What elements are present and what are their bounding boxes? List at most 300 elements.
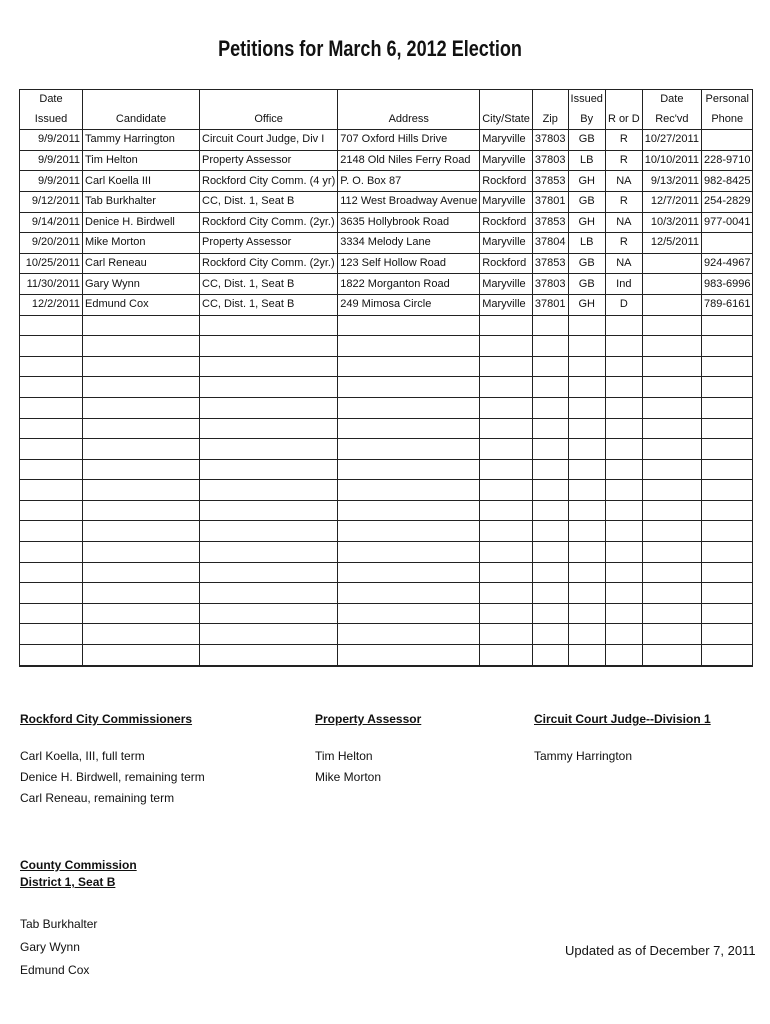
table-cell: 12/5/2011 — [642, 233, 701, 254]
table-cell: GB — [568, 191, 605, 212]
table-cell — [701, 603, 753, 624]
table-cell — [480, 439, 533, 460]
table-cell: Maryville — [480, 130, 533, 151]
table-cell — [480, 356, 533, 377]
table-cell — [642, 315, 701, 336]
table-cell — [568, 439, 605, 460]
table-cell: Maryville — [480, 274, 533, 295]
table-cell — [642, 542, 701, 563]
table-cell: 112 West Broadway Avenue — [338, 191, 480, 212]
table-cell — [20, 624, 83, 645]
table-cell: 37803 — [532, 274, 568, 295]
table-cell — [338, 521, 480, 542]
table-cell: Gary Wynn — [83, 274, 200, 295]
table-cell: Denice H. Birdwell — [83, 212, 200, 233]
table-cell — [338, 459, 480, 480]
table-row-empty — [20, 480, 753, 501]
table-cell — [20, 336, 83, 357]
table-cell — [568, 542, 605, 563]
table-cell — [338, 356, 480, 377]
judge-line: Tammy Harrington — [534, 749, 633, 763]
table-cell: Carl Reneau — [83, 253, 200, 274]
table-cell: 1822 Morganton Road — [338, 274, 480, 295]
table-cell: City/State — [480, 110, 533, 130]
table-cell: Edmund Cox — [83, 294, 200, 315]
table-row-empty — [20, 521, 753, 542]
table-cell: 37804 — [532, 233, 568, 254]
table-cell — [532, 521, 568, 542]
table-cell — [20, 603, 83, 624]
table-row-empty — [20, 377, 753, 398]
table-cell — [532, 542, 568, 563]
table-cell — [200, 542, 338, 563]
table-cell — [338, 603, 480, 624]
table-cell — [701, 336, 753, 357]
table-cell: Rockford — [480, 212, 533, 233]
table-cell — [568, 480, 605, 501]
table-cell: 37853 — [532, 212, 568, 233]
table-cell — [605, 377, 642, 398]
table-cell — [642, 480, 701, 501]
table-cell — [20, 562, 83, 583]
table-cell — [701, 233, 753, 254]
table-cell — [605, 603, 642, 624]
table-cell: GB — [568, 253, 605, 274]
table-cell — [605, 459, 642, 480]
table-cell: R — [605, 233, 642, 254]
table-cell — [605, 583, 642, 604]
table-cell — [338, 624, 480, 645]
table-row — [20, 150, 753, 171]
table-cell: GH — [568, 171, 605, 192]
table-cell — [83, 397, 200, 418]
table-cell — [532, 90, 568, 110]
table-cell — [480, 542, 533, 563]
table-cell — [83, 480, 200, 501]
table-row — [20, 233, 753, 254]
table-cell — [642, 562, 701, 583]
table-cell — [20, 500, 83, 521]
table-row-empty — [20, 500, 753, 521]
table-cell: R — [605, 191, 642, 212]
table-cell — [480, 603, 533, 624]
table-cell — [200, 377, 338, 398]
table-cell — [83, 562, 200, 583]
table-cell — [480, 645, 533, 666]
table-cell — [338, 439, 480, 460]
table-cell — [338, 480, 480, 501]
table-cell — [532, 356, 568, 377]
table-cell — [605, 562, 642, 583]
table-row-empty — [20, 583, 753, 604]
table-cell — [605, 315, 642, 336]
table-cell — [480, 521, 533, 542]
table-cell — [701, 397, 753, 418]
table-cell: NA — [605, 253, 642, 274]
table-cell — [480, 500, 533, 521]
table-cell: Rockford City Comm. (2yr.) — [200, 253, 338, 274]
table-cell: 9/20/2011 — [20, 233, 83, 254]
table-cell — [605, 521, 642, 542]
table-cell: 37853 — [532, 171, 568, 192]
table-cell — [532, 459, 568, 480]
table-cell: Tab Burkhalter — [83, 191, 200, 212]
table-cell — [642, 521, 701, 542]
table-cell — [480, 583, 533, 604]
table-row-empty — [20, 645, 753, 666]
table-cell — [701, 521, 753, 542]
table-cell — [200, 624, 338, 645]
table-header-row — [20, 90, 753, 110]
table-cell — [642, 500, 701, 521]
table-cell — [605, 439, 642, 460]
table-cell — [568, 418, 605, 439]
table-row — [20, 130, 753, 151]
table-cell — [642, 624, 701, 645]
table-cell — [83, 542, 200, 563]
table-cell — [83, 645, 200, 666]
table-cell — [83, 624, 200, 645]
table-cell — [200, 521, 338, 542]
table-cell: R — [605, 130, 642, 151]
table-cell — [642, 377, 701, 398]
table-cell: 10/27/2011 — [642, 130, 701, 151]
table-cell — [338, 583, 480, 604]
table-cell — [568, 336, 605, 357]
table-cell: 254-2829 — [701, 191, 753, 212]
table-cell — [200, 336, 338, 357]
table-cell — [701, 500, 753, 521]
table-cell — [200, 315, 338, 336]
table-cell — [532, 315, 568, 336]
table-cell — [701, 459, 753, 480]
table-cell — [20, 397, 83, 418]
table-cell — [701, 480, 753, 501]
table-row-empty — [20, 439, 753, 460]
table-cell: 9/9/2011 — [20, 130, 83, 151]
table-cell: 228-9710 — [701, 150, 753, 171]
table-cell: GH — [568, 294, 605, 315]
table-cell: 3635 Hollybrook Road — [338, 212, 480, 233]
table-cell: Issued — [568, 90, 605, 110]
table-cell: Ind — [605, 274, 642, 295]
table-cell — [200, 439, 338, 460]
table-cell: 10/10/2011 — [642, 150, 701, 171]
table-cell: R or D — [605, 110, 642, 130]
table-cell — [20, 377, 83, 398]
table-cell: 789-6161 — [701, 294, 753, 315]
table-cell: 11/30/2011 — [20, 274, 83, 295]
table-cell: Maryville — [480, 294, 533, 315]
table-cell — [338, 542, 480, 563]
table-cell: Zip — [532, 110, 568, 130]
table-cell: 9/14/2011 — [20, 212, 83, 233]
rockford-line: Carl Koella, III, full term — [20, 749, 145, 763]
table-cell — [200, 90, 338, 110]
table-cell — [642, 603, 701, 624]
table-cell — [642, 294, 701, 315]
table-cell: LB — [568, 150, 605, 171]
table-cell — [83, 377, 200, 398]
table-row — [20, 212, 753, 233]
table-row-empty — [20, 336, 753, 357]
table-cell: 37853 — [532, 253, 568, 274]
table-cell — [480, 480, 533, 501]
table-cell: CC, Dist. 1, Seat B — [200, 274, 338, 295]
table-cell — [642, 459, 701, 480]
table-cell — [605, 624, 642, 645]
table-cell: 37803 — [532, 150, 568, 171]
table-cell: Candidate — [83, 110, 200, 130]
table-row-empty — [20, 542, 753, 563]
table-cell — [532, 583, 568, 604]
table-cell: Mike Morton — [83, 233, 200, 254]
table-cell: 37801 — [532, 294, 568, 315]
table-cell: GB — [568, 130, 605, 151]
table-cell — [532, 397, 568, 418]
table-row — [20, 274, 753, 295]
table-cell — [605, 645, 642, 666]
table-cell: Date — [20, 90, 83, 110]
table-cell — [83, 418, 200, 439]
table-row-empty — [20, 418, 753, 439]
table-row-empty — [20, 562, 753, 583]
table-cell — [20, 459, 83, 480]
table-cell: By — [568, 110, 605, 130]
table-cell — [568, 562, 605, 583]
page-title: Petitions for March 6, 2012 Election — [218, 36, 522, 61]
circuit-judge-section — [534, 712, 711, 767]
table-cell — [338, 562, 480, 583]
table-cell — [568, 603, 605, 624]
table-cell — [568, 356, 605, 377]
table-cell — [480, 377, 533, 398]
table-cell: Rockford City Comm. (2yr.) — [200, 212, 338, 233]
table-cell — [20, 356, 83, 377]
table-cell — [568, 397, 605, 418]
table-cell: 10/3/2011 — [642, 212, 701, 233]
table-cell: D — [605, 294, 642, 315]
rockford-heading: Rockford City Commissioners — [20, 712, 193, 726]
table-cell — [701, 583, 753, 604]
table-cell: 3334 Melody Lane — [338, 233, 480, 254]
table-cell — [20, 583, 83, 604]
table-row — [20, 171, 753, 192]
table-cell: 2148 Old Niles Ferry Road — [338, 150, 480, 171]
table-cell — [338, 315, 480, 336]
table-cell — [83, 603, 200, 624]
table-cell — [701, 356, 753, 377]
table-cell — [701, 645, 753, 666]
table-cell: Personal — [701, 90, 753, 110]
table-row-empty — [20, 624, 753, 645]
table-cell — [568, 459, 605, 480]
rockford-commissioners-section — [20, 712, 205, 809]
table-cell — [642, 397, 701, 418]
table-cell — [701, 130, 753, 151]
county-line: Gary Wynn — [20, 940, 80, 954]
table-cell — [568, 645, 605, 666]
table-cell: NA — [605, 171, 642, 192]
table-cell: Date — [642, 90, 701, 110]
judge-heading: Circuit Court Judge--Division 1 — [534, 712, 711, 726]
table-cell: CC, Dist. 1, Seat B — [200, 191, 338, 212]
table-cell: Circuit Court Judge, Div I — [200, 130, 338, 151]
table-cell — [200, 562, 338, 583]
table-cell — [200, 459, 338, 480]
table-cell — [605, 418, 642, 439]
table-cell — [480, 397, 533, 418]
table-cell: Maryville — [480, 233, 533, 254]
table-cell — [20, 418, 83, 439]
table-cell — [605, 480, 642, 501]
table-cell — [701, 562, 753, 583]
table-cell — [480, 562, 533, 583]
table-cell: Property Assessor — [200, 233, 338, 254]
table-cell: Rockford — [480, 171, 533, 192]
table-cell — [480, 624, 533, 645]
table-row — [20, 294, 753, 315]
table-cell — [568, 521, 605, 542]
table-cell — [200, 500, 338, 521]
table-cell — [568, 315, 605, 336]
table-cell — [605, 397, 642, 418]
county-line: Tab Burkhalter — [20, 917, 98, 931]
table-cell: 924-4967 — [701, 253, 753, 274]
table-cell — [532, 439, 568, 460]
table-cell — [642, 439, 701, 460]
table-cell — [605, 500, 642, 521]
table-cell — [642, 336, 701, 357]
table-cell — [338, 418, 480, 439]
table-header-row — [20, 110, 753, 130]
table-cell — [701, 624, 753, 645]
table-cell — [568, 500, 605, 521]
table-row-empty — [20, 603, 753, 624]
table-cell — [701, 418, 753, 439]
table-cell — [605, 356, 642, 377]
table-cell — [338, 397, 480, 418]
table-cell — [338, 645, 480, 666]
table-cell: 707 Oxford Hills Drive — [338, 130, 480, 151]
table-cell — [200, 418, 338, 439]
table-cell — [642, 645, 701, 666]
table-cell — [83, 459, 200, 480]
table-cell: Issued — [20, 110, 83, 130]
updated-note: Updated as of December 7, 2011 — [565, 943, 756, 958]
table-cell — [200, 603, 338, 624]
table-cell: 37803 — [532, 130, 568, 151]
table-cell — [605, 90, 642, 110]
property-assessor-section — [315, 712, 421, 788]
table-cell — [701, 439, 753, 460]
table-cell — [20, 645, 83, 666]
assessor-line: Tim Helton — [315, 749, 373, 763]
table-cell: 123 Self Hollow Road — [338, 253, 480, 274]
table-cell: 10/25/2011 — [20, 253, 83, 274]
table-cell: 12/7/2011 — [642, 191, 701, 212]
table-cell — [480, 315, 533, 336]
rockford-line: Carl Reneau, remaining term — [20, 791, 175, 805]
table-cell: NA — [605, 212, 642, 233]
table-cell — [568, 583, 605, 604]
county-line: Edmund Cox — [20, 963, 90, 977]
table-cell: LB — [568, 233, 605, 254]
table-cell — [20, 542, 83, 563]
table-cell — [642, 274, 701, 295]
table-cell: GB — [568, 274, 605, 295]
table-cell — [200, 356, 338, 377]
table-cell: Tim Helton — [83, 150, 200, 171]
table-cell: Phone — [701, 110, 753, 130]
table-cell — [83, 521, 200, 542]
table-cell — [701, 315, 753, 336]
table-cell — [480, 459, 533, 480]
table-cell — [20, 521, 83, 542]
table-cell: Office — [200, 110, 338, 130]
table-cell — [83, 90, 200, 110]
table-row-empty — [20, 356, 753, 377]
table-cell — [605, 336, 642, 357]
table-cell — [701, 377, 753, 398]
county-heading-1: County Commission — [20, 858, 137, 872]
table-cell: 9/13/2011 — [642, 171, 701, 192]
table-cell: P. O. Box 87 — [338, 171, 480, 192]
table-cell — [20, 315, 83, 336]
table-cell: CC, Dist. 1, Seat B — [200, 294, 338, 315]
table-row-empty — [20, 315, 753, 336]
table-cell — [338, 90, 480, 110]
table-cell — [532, 377, 568, 398]
table-cell — [568, 377, 605, 398]
table-cell: R — [605, 150, 642, 171]
table-cell: Address — [338, 110, 480, 130]
petitions-table — [19, 89, 753, 667]
table-cell — [642, 356, 701, 377]
table-cell: 977-0041 — [701, 212, 753, 233]
county-heading-2: District 1, Seat B — [20, 875, 116, 889]
table-cell — [480, 336, 533, 357]
table-cell: Rockford City Comm. (4 yr) — [200, 171, 338, 192]
table-cell — [642, 583, 701, 604]
table-cell: 37801 — [532, 191, 568, 212]
table-cell — [532, 645, 568, 666]
table-cell — [642, 253, 701, 274]
table-cell: GH — [568, 212, 605, 233]
table-cell: Maryville — [480, 191, 533, 212]
table-cell — [83, 439, 200, 460]
table-cell — [532, 603, 568, 624]
table-cell — [200, 583, 338, 604]
table-cell — [83, 356, 200, 377]
table-cell: Rockford — [480, 253, 533, 274]
table-cell — [83, 583, 200, 604]
table-cell: 9/12/2011 — [20, 191, 83, 212]
county-commission-section — [20, 858, 137, 982]
table-row — [20, 191, 753, 212]
table-cell — [83, 336, 200, 357]
table-cell: Carl Koella III — [83, 171, 200, 192]
assessor-line: Mike Morton — [315, 770, 382, 784]
table-cell — [568, 624, 605, 645]
table-cell: 12/2/2011 — [20, 294, 83, 315]
table-cell — [338, 377, 480, 398]
table-cell — [480, 418, 533, 439]
table-cell — [532, 562, 568, 583]
table-cell — [605, 542, 642, 563]
table-cell — [642, 418, 701, 439]
table-cell: 983-6996 — [701, 274, 753, 295]
